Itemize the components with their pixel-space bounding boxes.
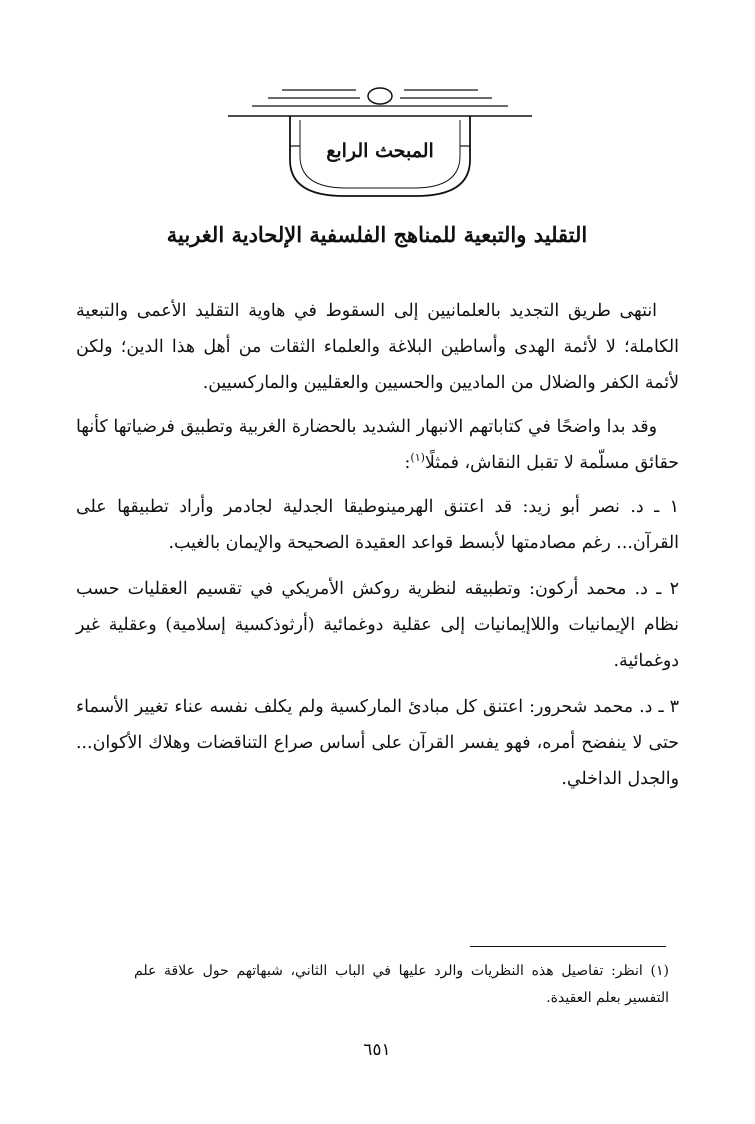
list-item: ٣ ـ د. محمد شحرور: اعتنق كل مبادئ الماركسية ولم يكلف نفسه عناء تغيير الأسماء حتى لا ينفضح أمره، فهو يفسر القرآن على أساس صراع التناقضات وهلاك الأكوان... والجدل الداخلي. <box>76 697 679 789</box>
body-text <box>76 293 679 807</box>
paragraph-end: : <box>404 453 411 473</box>
paragraph <box>76 409 679 481</box>
section-title: التقليد والتبعية للمناهج الفلسفية الإلحادية الغربية <box>166 222 588 247</box>
paragraph-text: وقد بدا واضحًا في كتاباتهم الانبهار الشديد بالحضارة الغربية وتطبيق فرضياتها كأنها حقائق مسلّمة لا تقبل النقاش، فمثلًا <box>76 417 679 473</box>
list-item: ٢ ـ د. محمد أركون: وتطبيقه لنظرية روكش الأمريكي في تقسيم العقليات حسب نظام الإيمانيات واللاإيمانيات إلى عقلية دوغمائية (أرثوذكسية إسلامية) وعقلية غير دوغمائية. <box>76 579 679 671</box>
footnote-reference[interactable]: (١) <box>410 451 425 465</box>
footnote: (١) انظر: تفاصيل هذه النظريات والرد عليها في الباب الثاني، شبهاتهم حول علاقة علم التفسير بعلم العقيدة. <box>134 963 669 1006</box>
page-number: ٦٥١ <box>363 1040 391 1060</box>
section-label: المبحث الرابع <box>326 140 434 162</box>
paragraph: انتهى طريق التجديد بالعلمانيين إلى السقوط في هاوية التقليد الأعمى والتبعية الكاملة؛ لا لأئمة الهدى وأساطين البلاغة والعلماء الثقات من أهل هذا الدين؛ ولكن لأئمة الكفر والضلال من الماديين والحسيين والعقليين والماركسيين. <box>76 301 679 393</box>
footnote-divider <box>470 946 666 947</box>
list-item: ١ ـ د. نصر أبو زيد: قد اعتنق الهرمينوطيقا الجدلية لجادمر وأراد تطبيقها على القرآن... رغم مصادمتها لأبسط قواعد العقيدة الصحيحة والإيمان بالغيب. <box>76 497 679 553</box>
